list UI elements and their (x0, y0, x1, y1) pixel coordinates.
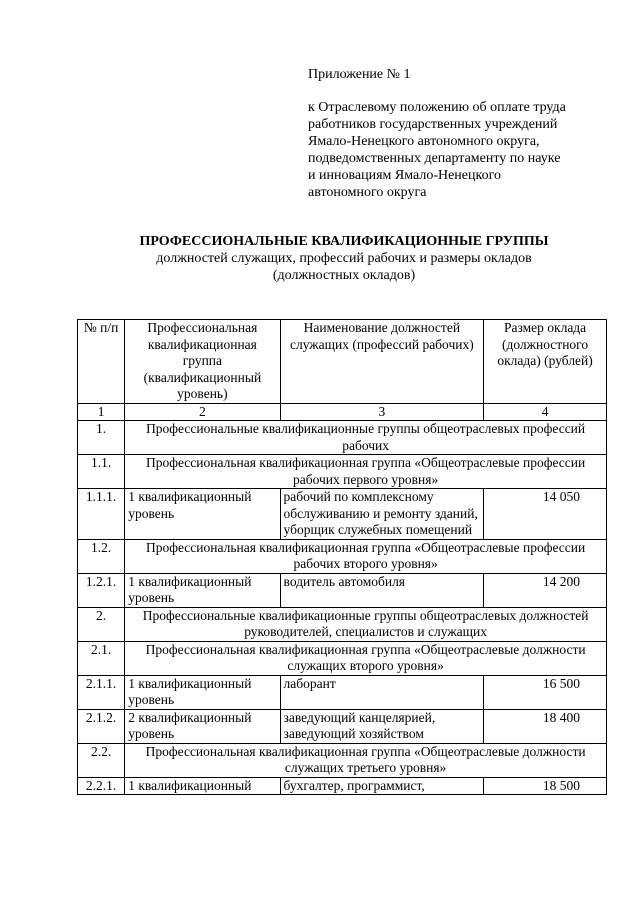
table-index-row (78, 403, 607, 421)
position-name: рабочий по комплексному обслуживанию и ремонту зданий, уборщик служебных помещений (280, 489, 484, 540)
table-group-row (78, 421, 607, 455)
table-row (78, 675, 607, 709)
appendix-block (308, 66, 566, 201)
row-number: 2. (78, 607, 125, 641)
table-group-row (78, 607, 607, 641)
qualification-level: 1 квалификационный уровень (125, 489, 280, 540)
table-row (78, 573, 607, 607)
table-header-row (78, 320, 607, 404)
position-name: водитель автомобиля (280, 573, 484, 607)
row-number: 1.1. (78, 455, 125, 489)
table-row (78, 709, 607, 743)
group-title: Профессиональная квалификационная группа «Общеотраслевые профессии рабочих первого уровня» (125, 455, 607, 489)
row-number: 2.2. (78, 743, 125, 777)
row-number: 1.1.1. (78, 489, 125, 540)
document-heading (0, 233, 640, 284)
row-number: 1.2.1. (78, 573, 125, 607)
appendix-line: работников государственных учреждений (308, 117, 558, 132)
index-cell: 4 (484, 403, 607, 421)
appendix-title: Приложение № 1 (308, 67, 411, 82)
header-group: Профессиональная квалификационная группа (квалификационный уровень) (125, 320, 280, 404)
qualification-level: 1 квалификационный уровень (125, 573, 280, 607)
position-name: лаборант (280, 675, 484, 709)
salary-value: 18 500 (484, 777, 607, 795)
document-subtitle: (должностных окладов) (272, 268, 416, 283)
index-cell: 2 (125, 403, 280, 421)
group-title: Профессиональная квалификационная группа «Общеотраслевые профессии рабочих второго уровня» (125, 539, 607, 573)
table-row (78, 777, 607, 795)
row-number: 2.1.2. (78, 709, 125, 743)
position-name: бухгалтер, программист, (280, 777, 484, 795)
header-position: Наименование должностей служащих (профессий рабочих) (280, 320, 484, 404)
header-number: № п/п (78, 320, 125, 404)
table-group-row (78, 743, 607, 777)
appendix-line: к Отраслевому положению об оплате труда (308, 100, 566, 115)
table-group-row (78, 455, 607, 489)
group-title: Профессиональные квалификационные группы общеотраслевых должностей руководителей, специалистов и служащих (125, 607, 607, 641)
table-group-row (78, 641, 607, 675)
index-cell: 1 (78, 403, 125, 421)
qualification-level: 1 квалификационный уровень (125, 675, 280, 709)
salary-value: 18 400 (484, 709, 607, 743)
salary-value: 14 200 (484, 573, 607, 607)
appendix-line: Ямало-Ненецкого автономного округа, (308, 134, 540, 149)
row-number: 1. (78, 421, 125, 455)
document-subtitle: должностей служащих, профессий рабочих и размеры окладов (156, 251, 532, 266)
document-title: ПРОФЕССИОНАЛЬНЫЕ КВАЛИФИКАЦИОННЫЕ ГРУППЫ (139, 234, 549, 249)
group-title: Профессиональная квалификационная группа «Общеотраслевые должности служащих третьего уровня» (125, 743, 607, 777)
row-number: 2.1.1. (78, 675, 125, 709)
salary-table (77, 319, 607, 795)
header-salary: Размер оклада (должностного оклада) (рублей) (484, 320, 607, 404)
qualification-level: 1 квалификационный (125, 777, 280, 795)
group-title: Профессиональные квалификационные группы общеотраслевых профессий рабочих (125, 421, 607, 455)
row-number: 2.2.1. (78, 777, 125, 795)
salary-value: 16 500 (484, 675, 607, 709)
group-title: Профессиональная квалификационная группа «Общеотраслевые должности служащих второго уровня» (125, 641, 607, 675)
table-row (78, 489, 607, 540)
position-name: заведующий канцелярией, заведующий хозяйством (280, 709, 484, 743)
salary-value: 14 050 (484, 489, 607, 540)
qualification-level: 2 квалификационный уровень (125, 709, 280, 743)
appendix-line: автономного округа (308, 185, 427, 200)
row-number: 1.2. (78, 539, 125, 573)
index-cell: 3 (280, 403, 484, 421)
row-number: 2.1. (78, 641, 125, 675)
appendix-line: подведомственных департаменту по науке (308, 151, 561, 166)
table-group-row (78, 539, 607, 573)
appendix-line: и инновациям Ямало-Ненецкого (308, 168, 501, 183)
